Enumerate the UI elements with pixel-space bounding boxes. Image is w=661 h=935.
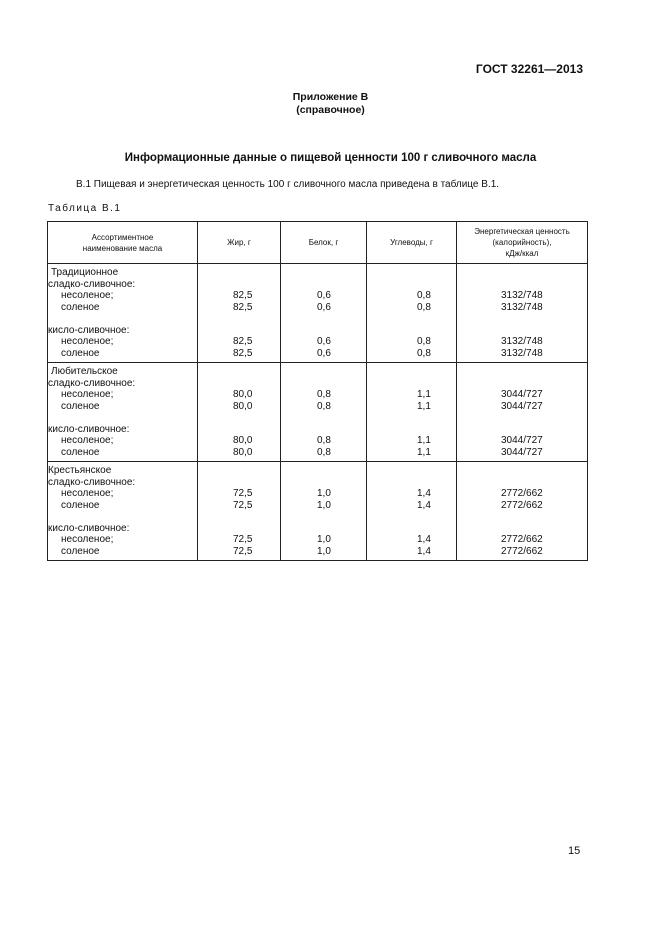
fat-value: 82,5: [233, 301, 253, 313]
subtype-sweet: сладко-сливочное:: [48, 377, 136, 389]
protein-value: 1,0: [317, 545, 331, 557]
subtype-sour: кисло-сливочное:: [48, 522, 130, 534]
protein-value: 1,0: [317, 534, 331, 545]
header-energy: [457, 222, 588, 264]
cell-energy: [457, 363, 588, 462]
protein-value: 0,6: [317, 301, 331, 313]
energy-value: 3132/748: [501, 347, 543, 359]
protein-value: 0,8: [317, 435, 331, 446]
header-name-line2: наименование масла: [82, 243, 163, 253]
product-name: Любительское: [51, 366, 118, 377]
cell-carbs: [367, 264, 457, 363]
protein-value: 0,6: [317, 336, 331, 347]
cell-energy: [457, 462, 588, 561]
cell-protein: [281, 462, 367, 561]
section-heading: Информационные данные о пищевой ценности 100 г сливочного масла: [124, 152, 537, 164]
carbs-value: 1,4: [417, 534, 431, 545]
cell-fat: [198, 462, 281, 561]
nutrition-table: [47, 221, 588, 561]
cell-carbs: [367, 462, 457, 561]
energy-value: 3044/727: [501, 446, 543, 458]
subtype-sweet: сладко-сливочное:: [48, 476, 136, 488]
energy-value: 2772/662: [501, 534, 543, 545]
energy-value: 3044/727: [501, 389, 543, 400]
product-name: Традиционное: [51, 267, 119, 278]
energy-value: 3132/748: [501, 290, 543, 301]
row-unsalted: несоленое;: [61, 488, 114, 499]
fat-value: 82,5: [233, 336, 253, 347]
row-unsalted: несоленое;: [61, 435, 114, 446]
energy-value: 3044/727: [501, 400, 543, 412]
cell-name: [48, 462, 198, 561]
fat-value: 72,5: [233, 534, 253, 545]
carbs-value: 1,1: [417, 400, 431, 412]
cell-protein: [281, 363, 367, 462]
protein-value: 0,6: [317, 347, 331, 359]
cell-name: [48, 264, 198, 363]
row-salted: соленое: [61, 446, 100, 458]
energy-value: 3132/748: [501, 336, 543, 347]
header-name: [48, 222, 198, 264]
table-caption: Таблица В.1: [48, 203, 122, 214]
row-unsalted: несоленое;: [61, 389, 114, 400]
fat-value: 72,5: [233, 488, 253, 499]
protein-value: 0,8: [317, 400, 331, 412]
body-paragraph: В.1 Пищевая и энергетическая ценность 100 г сливочного масла приведена в таблице В.1.: [76, 179, 500, 190]
carbs-value: 1,1: [417, 446, 431, 458]
protein-value: 0,8: [317, 389, 331, 400]
cell-fat: [198, 363, 281, 462]
standard-number: ГОСТ 32261—2013: [475, 62, 583, 76]
header-energy-line3: кДж/ккал: [505, 249, 539, 258]
energy-value: 2772/662: [501, 488, 543, 499]
subtype-sweet: сладко-сливочное:: [48, 278, 136, 290]
subtype-sour: кисло-сливочное:: [48, 324, 130, 336]
protein-value: 1,0: [317, 499, 331, 511]
fat-value: 80,0: [233, 400, 253, 412]
row-salted: соленое: [61, 301, 100, 313]
energy-value: 2772/662: [501, 499, 543, 511]
carbs-value: 1,1: [417, 435, 431, 446]
energy-value: 2772/662: [501, 545, 543, 557]
annex-heading: [0, 91, 661, 117]
annex-title: Приложение В: [292, 91, 369, 103]
protein-value: 0,8: [317, 446, 331, 458]
carbs-value: 0,8: [417, 336, 431, 347]
row-salted: соленое: [61, 400, 100, 412]
header-energy-line1: Энергетическая ценность: [474, 227, 570, 236]
carbs-value: 0,8: [417, 301, 431, 313]
carbs-value: 0,8: [417, 347, 431, 359]
carbs-value: 1,4: [417, 499, 431, 511]
carbs-value: 1,4: [417, 545, 431, 557]
row-salted: соленое: [61, 545, 100, 557]
row-unsalted: несоленое;: [61, 290, 114, 301]
energy-value: 3132/748: [501, 301, 543, 313]
protein-value: 0,6: [317, 290, 331, 301]
fat-value: 72,5: [233, 545, 253, 557]
fat-value: 80,0: [233, 446, 253, 458]
fat-value: 82,5: [233, 347, 253, 359]
carbs-value: 1,4: [417, 488, 431, 499]
energy-value: 3044/727: [501, 435, 543, 446]
fat-value: 80,0: [233, 435, 253, 446]
header-carbs: Углеводы, г: [367, 222, 457, 264]
carbs-value: 1,1: [417, 389, 431, 400]
table-row-group: [48, 264, 588, 363]
cell-name: [48, 363, 198, 462]
table-row-group: [48, 363, 588, 462]
product-name: Крестьянское: [48, 465, 112, 476]
cell-energy: [457, 264, 588, 363]
protein-value: 1,0: [317, 488, 331, 499]
fat-value: 82,5: [233, 290, 253, 301]
subtype-sour: кисло-сливочное:: [48, 423, 130, 435]
header-name-line1: Ассортиментное: [91, 232, 154, 242]
row-unsalted: несоленое;: [61, 534, 114, 545]
fat-value: 72,5: [233, 499, 253, 511]
table-row-group: [48, 462, 588, 561]
annex-kind: (справочное): [296, 104, 365, 116]
header-fat: Жир, г: [198, 222, 281, 264]
row-salted: соленое: [61, 499, 100, 511]
carbs-value: 0,8: [417, 290, 431, 301]
row-salted: соленое: [61, 347, 100, 359]
table-header-row: [48, 222, 588, 264]
page-number: 15: [568, 845, 581, 857]
cell-fat: [198, 264, 281, 363]
cell-carbs: [367, 363, 457, 462]
row-unsalted: несоленое;: [61, 336, 114, 347]
header-protein: Белок, г: [281, 222, 367, 264]
cell-protein: [281, 264, 367, 363]
fat-value: 80,0: [233, 389, 253, 400]
header-energy-line2: (калорийность),: [492, 238, 552, 247]
